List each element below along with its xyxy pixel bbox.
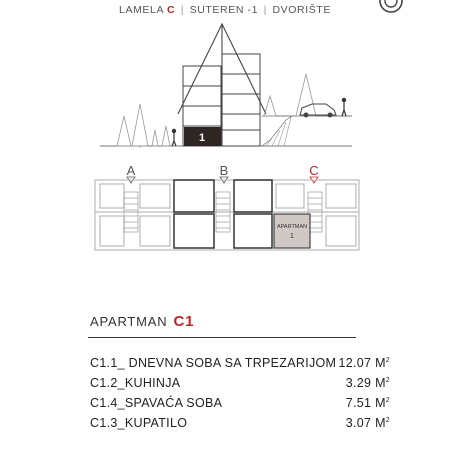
apartment-code: C1 xyxy=(173,313,195,330)
building-section xyxy=(0,18,450,148)
room-list xyxy=(90,356,390,436)
room-row xyxy=(90,376,390,396)
svg-text:B: B xyxy=(219,163,229,178)
room-name: C1.2_KUHINJA xyxy=(90,376,181,390)
room-name: C1.1_ DNEVNA SOBA SA TRPEZARIJOM xyxy=(90,356,337,370)
room-area: 12.07 $M^2$ xyxy=(338,356,390,370)
room-area: 3.07 $M^2$ xyxy=(345,416,390,430)
zone-label: DVORIŠTE xyxy=(272,4,331,16)
highlighted-unit-plan xyxy=(274,214,310,248)
plan-unit-label: APARTMAN xyxy=(276,224,308,230)
tree-icon xyxy=(264,74,316,116)
plan-unit-number: 1 xyxy=(290,233,294,240)
plan-outline xyxy=(95,180,359,250)
apartment-title xyxy=(90,313,194,330)
room-name: C1.4_SPAVAĆA SOBA xyxy=(90,396,223,410)
tree-icon xyxy=(117,104,170,148)
room-row xyxy=(90,356,390,376)
person-icon xyxy=(342,98,346,116)
lamela-code: C xyxy=(167,4,176,16)
room-area: 3.29 $M^2$ xyxy=(345,376,390,390)
room-row xyxy=(90,416,390,436)
ground-line xyxy=(100,116,352,146)
lamela-label: LAMELA xyxy=(119,4,164,16)
floor-plan xyxy=(0,150,450,260)
section-unit-number: 1 xyxy=(198,132,206,144)
apartment-label: APARTMAN xyxy=(90,314,168,329)
room-name: C1.3_KUPATILO xyxy=(90,416,188,430)
title-divider xyxy=(88,337,356,338)
person-icon xyxy=(172,129,176,146)
level-label: SUTEREN -1 xyxy=(189,4,259,16)
logo-icon xyxy=(378,0,404,14)
terrain-hatch xyxy=(266,117,291,146)
car-icon xyxy=(300,104,336,117)
page-header: LAMELA C | SUTEREN -1 | DVORIŠTE xyxy=(119,4,331,16)
basement-units xyxy=(174,180,272,248)
svg-text:C: C xyxy=(309,163,319,178)
room-row xyxy=(90,396,390,416)
room-area: 7.51 $M^2$ xyxy=(345,396,390,410)
svg-text:A: A xyxy=(126,163,136,178)
